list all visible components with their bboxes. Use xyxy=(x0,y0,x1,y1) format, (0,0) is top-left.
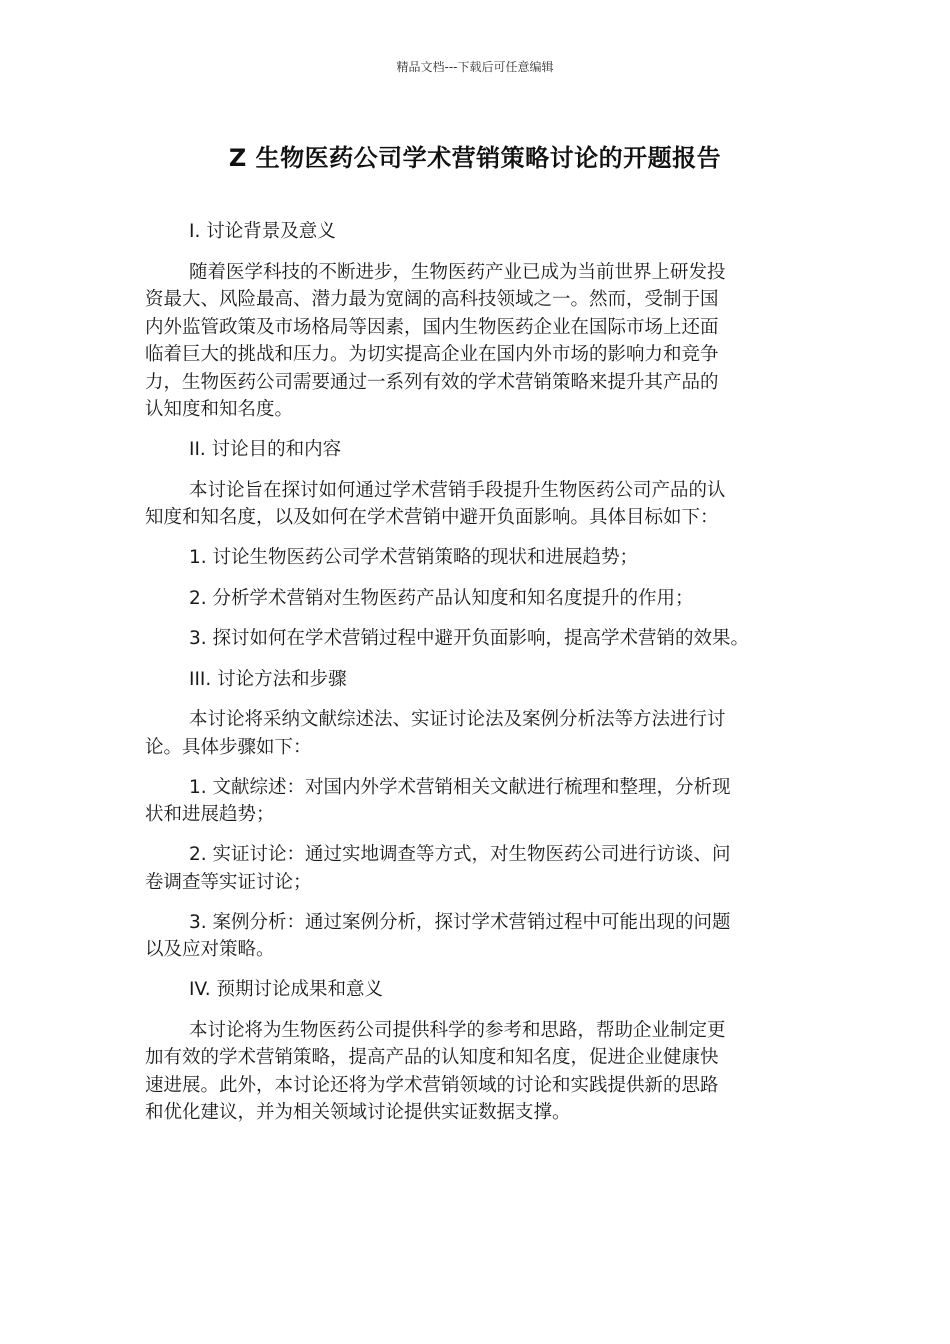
paragraph-line: II. 讨论目的和内容 xyxy=(189,439,342,460)
section-heading xyxy=(145,666,807,694)
paragraph-line: 随着医学科技的不断进步，生物医药产业已成为当前世界上研发投 xyxy=(189,261,726,283)
paragraph-line: 内外监管政策及市场格局等因素，国内生物医药企业在国际市场上还面 xyxy=(145,316,719,338)
paragraph-line: 2. 分析学术营销对生物医药产品认知度和知名度提升的作用； xyxy=(189,587,694,609)
document-body xyxy=(145,218,807,1139)
paragraph-line: 力，生物医药公司需要通过一系列有效的学术营销策略来提升其产品的 xyxy=(145,371,719,393)
paragraph-line: 知度和知名度，以及如何在学术营销中避开负面影响。具体目标如下： xyxy=(145,507,719,528)
paragraph-line: III. 讨论方法和步骤 xyxy=(189,668,347,690)
section-heading xyxy=(145,544,807,572)
paragraph-line: 卷调查等实证讨论； xyxy=(145,871,312,893)
body-paragraph xyxy=(145,706,807,761)
paragraph-line: 资最大、风险最高、潜力最为宽阔的高科技领域之一。然而，受制于国 xyxy=(145,289,719,310)
paragraph-line: 以及应对策略。 xyxy=(145,939,275,960)
paragraph-line: 3. 探讨如何在学术营销过程中避开负面影响，提高学术营销的效果。 xyxy=(189,628,750,649)
section-heading xyxy=(145,585,807,613)
paragraph-line: 状和进展趋势； xyxy=(145,804,275,825)
section-heading xyxy=(145,218,807,246)
page-header: 精品文档---下载后可任意编辑 xyxy=(396,60,554,74)
paragraph-line: 本讨论将为生物医药公司提供科学的参考和思路，帮助企业制定更 xyxy=(189,1019,726,1041)
paragraph-line: 和优化建议，并为相关领域讨论提供实证数据支撑。 xyxy=(145,1102,571,1123)
body-paragraph xyxy=(145,774,807,829)
paragraph-line: 本讨论将采纳文献综述法、实证讨论法及案例分析法等方法进行讨 xyxy=(189,709,726,730)
paragraph-line: IV. 预期讨论成果和意义 xyxy=(189,979,383,1000)
paragraph-line: 加有效的学术营销策略，提高产品的认知度和知名度，促进企业健康快 xyxy=(145,1047,719,1068)
section-heading xyxy=(145,625,807,653)
body-paragraph xyxy=(145,909,807,964)
body-paragraph xyxy=(145,259,807,424)
paragraph-line: 3. 案例分析：通过案例分析，探讨学术营销过程中可能出现的问题 xyxy=(189,911,731,933)
paragraph-line: 论。具体步骤如下： xyxy=(145,736,312,758)
paragraph-line: 1. 文献综述：对国内外学术营销相关文献进行梳理和整理，分析现 xyxy=(189,776,731,798)
body-paragraph xyxy=(145,841,807,896)
paragraph-line: 临着巨大的挑战和压力。为切实提高企业在国内外市场的影响力和竞争 xyxy=(145,344,719,365)
paragraph-line: 认知度和知名度。 xyxy=(145,399,294,420)
section-heading xyxy=(145,976,807,1004)
paragraph-line: I. 讨论背景及意义 xyxy=(189,221,336,242)
page-title: Z 生物医药公司学术营销策略讨论的开题报告 xyxy=(228,144,722,172)
body-paragraph xyxy=(145,477,807,532)
paragraph-line: 速进展。此外，本讨论还将为学术营销领域的讨论和实践提供新的思路 xyxy=(145,1074,719,1096)
paragraph-line: 1. 讨论生物医药公司学术营销策略的现状和进展趋势； xyxy=(189,547,639,568)
body-paragraph xyxy=(145,1017,807,1127)
paragraph-line: 2. 实证讨论：通过实地调查等方式，对生物医药公司进行访谈、问 xyxy=(189,844,731,865)
section-heading xyxy=(145,436,807,464)
paragraph-line: 本讨论旨在探讨如何通过学术营销手段提升生物医药公司产品的认 xyxy=(189,479,726,501)
